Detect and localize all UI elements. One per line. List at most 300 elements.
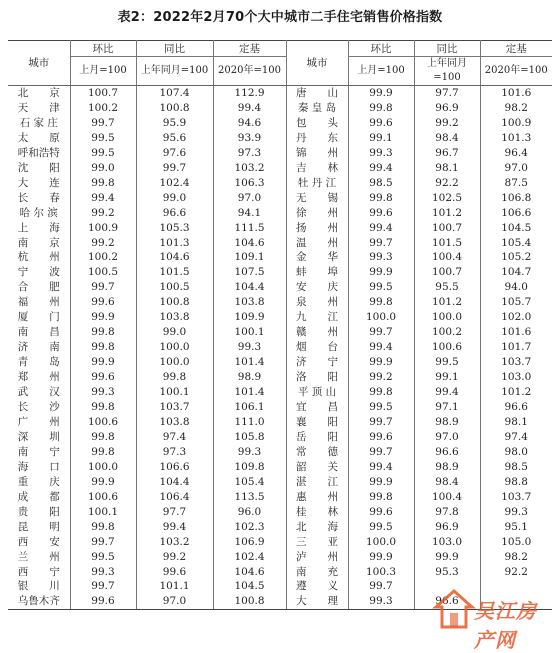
table-row: [8, 116, 552, 131]
mom-left-cell: 99.6: [70, 295, 136, 310]
mom-header-left: 环比: [70, 41, 136, 57]
city-left-cell: 福 州: [8, 295, 70, 310]
yoy-right-cell: 95.5: [414, 280, 480, 295]
price-index-table: [8, 40, 552, 610]
watermark: [432, 583, 556, 652]
base-right-cell: 101.2: [501, 386, 532, 399]
yoy-header-right: 同比: [414, 41, 480, 57]
city-left-cell: 成 都: [8, 490, 70, 505]
mom-left-cell: 99.8: [70, 445, 136, 460]
mom-left-cell: 99.8: [70, 430, 136, 445]
mom-left-cell: 99.3: [70, 565, 136, 580]
table-row: [8, 176, 552, 191]
yoy-right-cell: 101.5: [414, 236, 480, 251]
base-left-cell: 97.0: [213, 191, 286, 206]
yoy-right-cell: 98.9: [414, 460, 480, 475]
table-body: [8, 86, 552, 610]
yoy-left-cell: 106.6: [136, 460, 213, 475]
table-row: [8, 206, 552, 221]
base-right-cell: 101.6: [501, 326, 532, 339]
city-left-cell: 广 州: [8, 415, 70, 430]
yoy-right-cell: 98.4: [414, 131, 480, 146]
base-left-cell: 99.3: [213, 445, 286, 460]
mom-right-cell: 99.8: [348, 295, 414, 310]
yoy-right-cell: 97.0: [414, 430, 480, 445]
base-right-cell: 98.8: [504, 475, 528, 488]
yoy-left-cell: 99.0: [136, 191, 213, 206]
mom-left-cell: 100.0: [70, 460, 136, 475]
mom-left-cell: 99.9: [70, 355, 136, 370]
mom-left-cell: 100.2: [70, 250, 136, 265]
base-header-left: 定基: [213, 41, 286, 57]
base-left-cell: 106.3: [213, 176, 286, 191]
base-left-cell: 109.9: [213, 310, 286, 325]
base-subheader-left: 2020年=100: [213, 57, 286, 86]
yoy-right-cell: 98.1: [414, 161, 480, 176]
base-left-cell: 105.4: [213, 475, 286, 490]
mom-left-cell: 99.4: [70, 191, 136, 206]
base-left-cell: 106.1: [213, 400, 286, 415]
mom-right-cell: 99.6: [348, 430, 414, 445]
table-row: [8, 490, 552, 505]
city-left-cell: 天 津: [8, 101, 70, 116]
city-left-cell: 大 连: [8, 176, 70, 191]
city-left-cell: 济 南: [8, 340, 70, 355]
mom-right-cell: 99.8: [348, 191, 414, 206]
table-row: [8, 191, 552, 206]
city-left-cell: 郑 州: [8, 370, 70, 385]
yoy-right-cell: 95.3: [414, 565, 480, 580]
mom-right-cell: 99.4: [348, 340, 414, 355]
mom-left-cell: 99.8: [70, 520, 136, 535]
mom-left-cell: 100.5: [70, 265, 136, 280]
base-left-cell: 100.1: [213, 325, 286, 340]
table-row: [8, 221, 552, 236]
city-right-cell: 平 顶 山: [286, 385, 348, 400]
mom-right-cell: 99.9: [348, 86, 414, 101]
base-right-cell: 105.4: [501, 236, 532, 249]
base-left-cell: 109.8: [213, 460, 286, 475]
yoy-right-cell: 99.4: [414, 385, 480, 400]
base-right-cell: 92.2: [504, 565, 528, 578]
city-left-cell: 北 京: [8, 86, 70, 101]
city-right-cell: 宜 昌: [286, 400, 348, 415]
base-left-cell: 102.3: [213, 520, 286, 535]
city-left-cell: 重 庆: [8, 475, 70, 490]
city-right-cell: 大 理: [286, 594, 348, 609]
yoy-right-cell: 100.2: [414, 325, 480, 340]
yoy-left-cell: 95.9: [136, 116, 213, 131]
mom-right-cell: 99.4: [348, 460, 414, 475]
base-right-cell: 99.3: [504, 505, 528, 518]
table-row: [8, 370, 552, 385]
yoy-left-cell: 104.6: [136, 250, 213, 265]
table-row: [8, 236, 552, 251]
city-right-cell: 泉 州: [286, 295, 348, 310]
city-right-cell: 蚌 埠: [286, 265, 348, 280]
yoy-left-cell: 99.7: [136, 161, 213, 176]
city-right-cell: 常 德: [286, 445, 348, 460]
yoy-right-cell: 99.9: [414, 550, 480, 565]
yoy-left-cell: 103.8: [136, 310, 213, 325]
base-left-cell: 101.4: [213, 355, 286, 370]
base-right-cell: 103.7: [501, 356, 532, 369]
city-left-cell: 厦 门: [8, 310, 70, 325]
mom-left-cell: 99.5: [70, 146, 136, 161]
header-row: [8, 41, 552, 57]
city-left-cell: 昆 明: [8, 520, 70, 535]
city-left-cell: 南 宁: [8, 445, 70, 460]
yoy-right-cell: 99.2: [414, 116, 480, 131]
city-right-cell: 韶 关: [286, 460, 348, 475]
city-left-cell: 合 肥: [8, 280, 70, 295]
city-left-cell: 西 宁: [8, 565, 70, 580]
base-left-cell: 111.0: [213, 415, 286, 430]
table-row: [8, 161, 552, 176]
base-right-cell: 106.8: [501, 191, 532, 204]
mom-right-cell: 99.5: [348, 400, 414, 415]
base-left-cell: 98.9: [213, 370, 286, 385]
city-left-cell: 长 沙: [8, 400, 70, 415]
yoy-right-cell: 100.0: [414, 310, 480, 325]
mom-right-cell: 99.9: [348, 550, 414, 565]
city-right-cell: 锦 州: [286, 146, 348, 161]
mom-left-cell: 99.6: [70, 370, 136, 385]
mom-left-cell: 99.8: [70, 400, 136, 415]
yoy-right-cell: 92.2: [414, 176, 480, 191]
mom-left-cell: 99.8: [70, 340, 136, 355]
yoy-right-cell: 99.5: [414, 355, 480, 370]
base-left-cell: 104.6: [213, 236, 286, 251]
base-right-cell: 103.7: [501, 490, 532, 503]
table-row: [8, 520, 552, 535]
mom-left-cell: 100.1: [70, 505, 136, 520]
base-right-cell: 96.6: [504, 401, 528, 414]
mom-left-cell: 99.7: [70, 116, 136, 131]
yoy-right-cell: 100.4: [414, 490, 480, 505]
table-row: [8, 430, 552, 445]
base-left-cell: 103.8: [213, 295, 286, 310]
yoy-left-cell: 97.3: [136, 445, 213, 460]
city-right-cell: 赣 州: [286, 325, 348, 340]
mom-right-cell: 99.9: [348, 475, 414, 490]
yoy-right-cell: 101.2: [414, 295, 480, 310]
table-row: [8, 340, 552, 355]
table-row: [8, 505, 552, 520]
base-left-cell: 99.3: [213, 340, 286, 355]
mom-right-cell: 99.8: [348, 490, 414, 505]
city-right-cell: 丹 东: [286, 131, 348, 146]
city-left-cell: 西 安: [8, 535, 70, 550]
city-left-cell: 兰 州: [8, 550, 70, 565]
yoy-left-cell: 96.6: [136, 206, 213, 221]
table-row: [8, 310, 552, 325]
base-right-cell: 97.4: [504, 430, 528, 443]
yoy-right-cell: 98.4: [414, 475, 480, 490]
yoy-left-cell: 99.6: [136, 565, 213, 580]
base-left-cell: 104.5: [213, 579, 286, 594]
mom-right-cell: 99.7: [348, 579, 414, 594]
yoy-left-cell: 107.4: [136, 86, 213, 101]
mom-left-cell: 100.6: [70, 490, 136, 505]
yoy-subheader-left: 上年同月=100: [136, 57, 213, 86]
city-right-cell: 济 宁: [286, 355, 348, 370]
city-right-cell: 牡 丹 江: [286, 176, 348, 191]
yoy-right-cell: 100.4: [414, 250, 480, 265]
mom-right-cell: 99.3: [348, 250, 414, 265]
city-right-cell: 泸 州: [286, 550, 348, 565]
base-right-cell: 98.1: [504, 415, 528, 428]
base-left-cell: 113.5: [213, 490, 286, 505]
mom-right-cell: 99.8: [348, 101, 414, 116]
mom-right-cell: 100.0: [348, 310, 414, 325]
city-left-cell: 海 口: [8, 460, 70, 475]
mom-right-cell: 99.6: [348, 206, 414, 221]
mom-left-cell: 99.9: [70, 310, 136, 325]
yoy-right-cell: 96.6: [414, 445, 480, 460]
mom-right-cell: 99.8: [348, 385, 414, 400]
watermark-text: 吴江房产网: [474, 599, 537, 652]
city-left-cell: 哈 尔 滨: [8, 206, 70, 221]
city-right-cell: 扬 州: [286, 221, 348, 236]
yoy-header-left: 同比: [136, 41, 213, 57]
mom-left-cell: 99.7: [70, 535, 136, 550]
mom-right-cell: 99.2: [348, 370, 414, 385]
city-right-cell: 金 华: [286, 250, 348, 265]
city-right-cell: 南 充: [286, 565, 348, 580]
base-left-cell: 109.1: [213, 250, 286, 265]
base-left-cell: 104.4: [213, 280, 286, 295]
mom-right-cell: 99.5: [348, 280, 414, 295]
table-row: [8, 385, 552, 400]
mom-left-cell: 99.7: [70, 280, 136, 295]
table-row: [8, 325, 552, 340]
base-left-cell: 101.4: [213, 385, 286, 400]
city-left-cell: 呼和浩特: [8, 146, 70, 161]
mom-right-cell: 99.4: [348, 161, 414, 176]
yoy-left-cell: 103.7: [136, 400, 213, 415]
mom-right-cell: 99.7: [348, 325, 414, 340]
yoy-left-cell: 100.5: [136, 280, 213, 295]
mom-right-cell: 99.7: [348, 445, 414, 460]
table-row: [8, 400, 552, 415]
mom-right-cell: 99.3: [348, 146, 414, 161]
yoy-left-cell: 101.3: [136, 236, 213, 251]
city-left-cell: 石 家 庄: [8, 116, 70, 131]
yoy-right-cell: 97.1: [414, 400, 480, 415]
base-left-cell: 96.0: [213, 505, 286, 520]
city-left-cell: 太 原: [8, 131, 70, 146]
mom-right-cell: 99.9: [348, 265, 414, 280]
base-left-cell: 104.6: [213, 565, 286, 580]
city-left-cell: 深 圳: [8, 430, 70, 445]
yoy-subheader-right: 上年同月=100: [414, 57, 480, 86]
yoy-left-cell: 95.6: [136, 131, 213, 146]
mom-subheader-right: 上月=100: [348, 57, 414, 86]
city-left-cell: 杭 州: [8, 250, 70, 265]
base-right-cell: 106.6: [501, 206, 532, 219]
city-right-cell: 岳 阳: [286, 430, 348, 445]
yoy-left-cell: 97.4: [136, 430, 213, 445]
base-right-cell: 105.0: [501, 535, 532, 548]
base-left-cell: 97.3: [213, 146, 286, 161]
yoy-left-cell: 97.6: [136, 146, 213, 161]
city-left-cell: 上 海: [8, 221, 70, 236]
table-row: [8, 475, 552, 490]
mom-left-cell: 99.7: [70, 579, 136, 594]
city-header-right: 城市: [286, 41, 348, 86]
table-row: [8, 86, 552, 101]
yoy-right-cell: 97.8: [414, 505, 480, 520]
table-row: [8, 101, 552, 116]
table-row: [8, 280, 552, 295]
city-left-cell: 青 岛: [8, 355, 70, 370]
base-left-cell: 100.8: [213, 594, 286, 609]
base-right-cell: 98.5: [504, 460, 528, 473]
yoy-left-cell: 100.1: [136, 385, 213, 400]
table-row: [8, 550, 552, 565]
mom-left-cell: 100.2: [70, 101, 136, 116]
table-row: [8, 535, 552, 550]
base-right-cell: 101.6: [501, 87, 532, 99]
city-right-cell: 无 锡: [286, 191, 348, 206]
yoy-left-cell: 106.4: [136, 490, 213, 505]
yoy-right-cell: 96.9: [414, 520, 480, 535]
base-right-cell: 101.3: [501, 131, 532, 144]
mom-left-cell: 100.6: [70, 415, 136, 430]
yoy-left-cell: 103.2: [136, 535, 213, 550]
city-left-cell: 沈 阳: [8, 161, 70, 176]
base-header-right: 定基: [480, 41, 552, 57]
yoy-left-cell: 100.0: [136, 355, 213, 370]
base-subheader-right: 2020年=100: [480, 57, 552, 86]
yoy-right-cell: 96.6: [414, 594, 480, 609]
base-left-cell: 99.4: [213, 101, 286, 116]
table-row: [8, 445, 552, 460]
yoy-right-cell: 96.9: [414, 101, 480, 116]
city-right-cell: 洛 阳: [286, 370, 348, 385]
base-right-cell: 87.5: [504, 176, 528, 189]
base-right-cell: 98.2: [504, 550, 528, 563]
yoy-left-cell: 97.0: [136, 594, 213, 609]
city-right-cell: 湛 江: [286, 475, 348, 490]
base-right-cell: 94.0: [504, 281, 528, 294]
yoy-right-cell: 100.7: [414, 221, 480, 236]
base-right-cell: 101.7: [501, 341, 532, 354]
table-row: [8, 131, 552, 146]
mom-right-cell: 99.5: [348, 520, 414, 535]
base-left-cell: 103.2: [213, 161, 286, 176]
mom-left-cell: 99.0: [70, 161, 136, 176]
yoy-left-cell: 103.8: [136, 415, 213, 430]
city-right-cell: 秦 皇 岛: [286, 101, 348, 116]
city-left-cell: 长 春: [8, 191, 70, 206]
base-left-cell: 94.1: [213, 206, 286, 221]
table-row: [8, 265, 552, 280]
mom-right-cell: 99.3: [348, 594, 414, 609]
base-left-cell: 106.9: [213, 535, 286, 550]
table-row: [8, 460, 552, 475]
mom-left-cell: 99.2: [70, 236, 136, 251]
yoy-left-cell: 105.3: [136, 221, 213, 236]
mom-subheader-left: 上月=100: [70, 57, 136, 86]
city-right-cell: 桂 林: [286, 505, 348, 520]
city-header-left: 城市: [8, 41, 70, 86]
city-right-cell: 温 州: [286, 236, 348, 251]
mom-right-cell: 99.7: [348, 415, 414, 430]
table-row: [8, 415, 552, 430]
yoy-right-cell: 96.7: [414, 146, 480, 161]
mom-left-cell: 99.8: [70, 325, 136, 340]
city-right-cell: 遵 义: [286, 579, 348, 594]
mom-right-cell: 98.5: [348, 176, 414, 191]
city-right-cell: 烟 台: [286, 340, 348, 355]
mom-left-cell: 99.5: [70, 550, 136, 565]
city-left-cell: 宁 波: [8, 265, 70, 280]
city-right-cell: 惠 州: [286, 490, 348, 505]
mom-left-cell: 99.3: [70, 385, 136, 400]
city-right-cell: 三 亚: [286, 535, 348, 550]
yoy-left-cell: 99.0: [136, 325, 213, 340]
mom-left-cell: 99.6: [70, 594, 136, 609]
mom-right-cell: 99.6: [348, 116, 414, 131]
base-right-cell: 98.2: [504, 101, 528, 114]
base-left-cell: 94.6: [213, 116, 286, 131]
yoy-right-cell: 100.6: [414, 340, 480, 355]
table-row: [8, 146, 552, 161]
table-row: [8, 295, 552, 310]
base-right-cell: 98.0: [504, 445, 528, 458]
yoy-right-cell: 102.5: [414, 191, 480, 206]
base-right-cell: 102.0: [501, 311, 532, 324]
yoy-left-cell: 104.4: [136, 475, 213, 490]
yoy-right-cell: 99.1: [414, 370, 480, 385]
base-right-cell: 100.9: [501, 116, 532, 129]
yoy-left-cell: 97.7: [136, 505, 213, 520]
mom-left-cell: 100.9: [70, 221, 136, 236]
yoy-left-cell: 101.1: [136, 579, 213, 594]
mom-left-cell: 99.2: [70, 206, 136, 221]
city-left-cell: 武 汉: [8, 385, 70, 400]
base-left-cell: 102.4: [213, 550, 286, 565]
yoy-left-cell: 99.8: [136, 370, 213, 385]
base-right-cell: 104.7: [501, 266, 532, 279]
base-right-cell: 105.2: [501, 251, 532, 264]
yoy-left-cell: 100.0: [136, 340, 213, 355]
mom-right-cell: 99.7: [348, 236, 414, 251]
table-title: 表2：2022年2月70个大中城市二手住宅销售价格指数: [117, 10, 443, 25]
city-left-cell: 乌鲁木齐: [8, 594, 70, 609]
base-left-cell: 105.8: [213, 430, 286, 445]
city-left-cell: 贵 阳: [8, 505, 70, 520]
table-row: [8, 565, 552, 580]
yoy-right-cell: 103.0: [414, 535, 480, 550]
mom-right-cell: 99.6: [348, 505, 414, 520]
mom-right-cell: 99.9: [348, 355, 414, 370]
city-right-cell: 安 庆: [286, 280, 348, 295]
table-row: [8, 250, 552, 265]
city-right-cell: 包 头: [286, 116, 348, 131]
house-logo-icon: [432, 587, 476, 631]
base-right-cell: 103.0: [501, 371, 532, 384]
mom-left-cell: 99.9: [70, 475, 136, 490]
city-right-cell: 北 海: [286, 520, 348, 535]
base-left-cell: 107.5: [213, 265, 286, 280]
yoy-right-cell: 97.7: [414, 86, 480, 101]
mom-right-cell: 100.3: [348, 565, 414, 580]
mom-left-cell: 99.8: [70, 176, 136, 191]
yoy-left-cell: 101.5: [136, 265, 213, 280]
